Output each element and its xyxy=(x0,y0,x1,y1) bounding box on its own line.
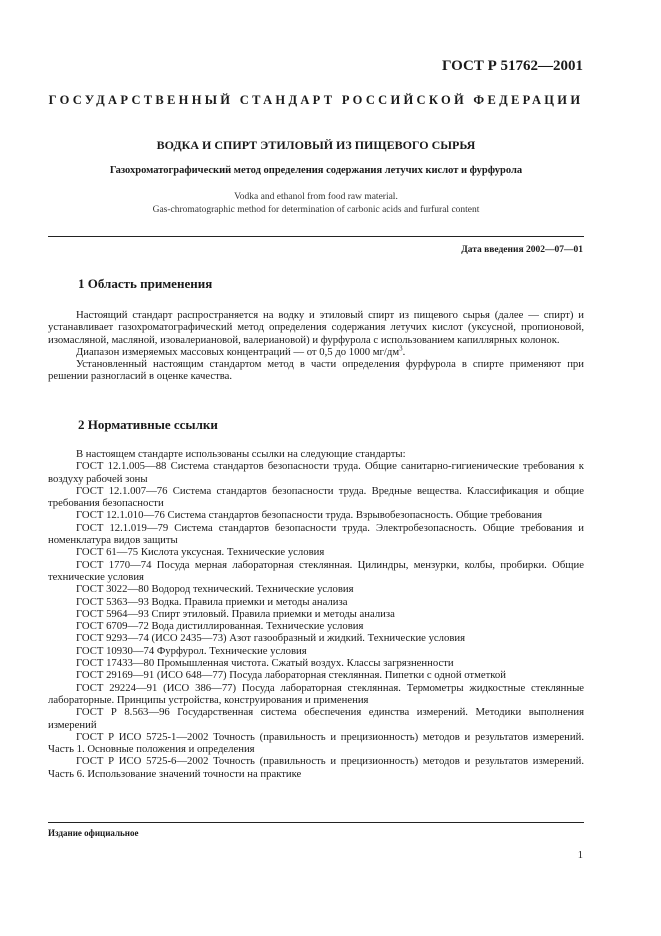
section-2-intro: В настоящем стандарте использованы ссылки на следующие стандарты: xyxy=(76,448,406,460)
reference-item: ГОСТ 10930—74 Фурфурол. Технические условия xyxy=(76,644,307,657)
page-number: 1 xyxy=(577,850,583,861)
concentration-range-text: Диапазон измеряемых массовых концентраций — от 0,5 до 1000 мг/дм xyxy=(76,345,400,358)
reference-item: ГОСТ Р 8.563—96 Государственная система обеспечения единства измерений. Методики выполнения измерений xyxy=(48,706,584,731)
introduction-date: Дата введения 2002—07—01 xyxy=(461,245,583,255)
section-1-body xyxy=(48,309,584,383)
reference-item: ГОСТ 12.1.010—76 Система стандартов безопасности труда. Взрывобезопасность. Общие требования xyxy=(76,509,543,522)
reference-item: ГОСТ 29169—91 (ИСО 648—77) Посуда лабораторная стеклянная. Пипетки с одной отметкой xyxy=(76,669,506,682)
document-title: ВОДКА И СПИРТ ЭТИЛОВЫЙ ИЗ ПИЩЕВОГО СЫРЬЯ xyxy=(156,138,476,152)
reference-item: ГОСТ Р ИСО 5725-6—2002 Точность (правильность и прецизионность) методов и результатов измерений. Часть 6. Использование значений точности на практике xyxy=(48,755,584,780)
english-title-line1: Vodka and ethanol from food raw material. xyxy=(234,192,398,202)
official-edition-label: Издание официальное xyxy=(48,828,139,838)
section-2-heading: 2 Нормативные ссылки xyxy=(78,417,218,432)
reference-item: ГОСТ 17433—80 Промышленная чистота. Сжатый воздух. Классы загрязненности xyxy=(76,657,454,670)
reference-item: ГОСТ 61—75 Кислота уксусная. Технические условия xyxy=(76,546,325,559)
reference-item: ГОСТ 12.1.005—88 Система стандартов безопасности труда. Общие санитарно-гигиенические требования к воздуху рабочей зоны xyxy=(48,460,584,485)
reference-item: ГОСТ Р ИСО 5725-1—2002 Точность (правильность и прецизионность) методов и результатов измерений. Часть 1. Основные положения и определения xyxy=(48,730,584,756)
reference-item: ГОСТ 12.1.007—76 Система стандартов безопасности труда. Вредные вещества. Классификация и общие требования безопасности xyxy=(48,484,584,510)
reference-item: ГОСТ 12.1.019—79 Система стандартов безопасности труда. Электробезопасность. Общие требования и номенклатура видов защиты xyxy=(48,521,584,547)
section-1-paragraph-2 xyxy=(48,346,584,358)
english-title-line2: Gas-chromatographic method for determination of carbonic acids and furfural content xyxy=(152,205,480,215)
reference-item: ГОСТ 1770—74 Посуда мерная лабораторная стеклянная. Цилиндры, мензурки, колбы, пробирки. Общие технические условия xyxy=(48,558,584,583)
state-standard-heading: ГОСУДАРСТВЕННЫЙ СТАНДАРТ РОССИЙСКОЙ ФЕДЕРАЦИИ xyxy=(48,93,584,107)
document-subtitle: Газохроматографический метод определения содержания летучих кислот и фурфурола xyxy=(109,165,523,176)
section-1-heading: 1 Область применения xyxy=(78,276,213,291)
reference-item: ГОСТ 5363—93 Водка. Правила приемки и методы анализа xyxy=(76,595,348,608)
section-1-paragraph-3: Установленный настоящим стандартом метод в части определения фурфурола в спирте применяют при решении разногласий в оценке качества. xyxy=(48,358,584,383)
sentence-end: . xyxy=(402,345,406,358)
header-divider xyxy=(48,236,584,237)
reference-item: ГОСТ 5964—93 Спирт этиловый. Правила приемки и методы анализа xyxy=(76,607,395,620)
reference-item: ГОСТ 3022—80 Водород технический. Технические условия xyxy=(76,583,354,596)
unit-exponent: 3 xyxy=(399,344,403,353)
reference-item: ГОСТ 6709—72 Вода дистиллированная. Технические условия xyxy=(76,620,364,633)
reference-item: ГОСТ 9293—74 (ИСО 2435—73) Азот газообразный и жидкий. Технические условия xyxy=(76,632,466,645)
section-2-body xyxy=(48,448,584,780)
standard-code: ГОСТ Р 51762—2001 xyxy=(441,58,583,74)
section-1-paragraph-1: Настоящий стандарт распространяется на водку и этиловый спирт из пищевого сырья (далее — спирт) и устанавливает газохроматографический метод определения содержания летучих кислот (уксусной, пропионовой, изомасляной, масляной, изовалериановой, валериановой) и фурфурола с использованием капиллярных колонок. xyxy=(48,309,584,346)
reference-item: ГОСТ 29224—91 (ИСО 386—77) Посуда лабораторная стеклянная. Термометры жидкостные стеклянные лабораторные. Принципы устройства, конструирования и применения xyxy=(48,681,584,706)
footer-divider xyxy=(48,822,584,823)
